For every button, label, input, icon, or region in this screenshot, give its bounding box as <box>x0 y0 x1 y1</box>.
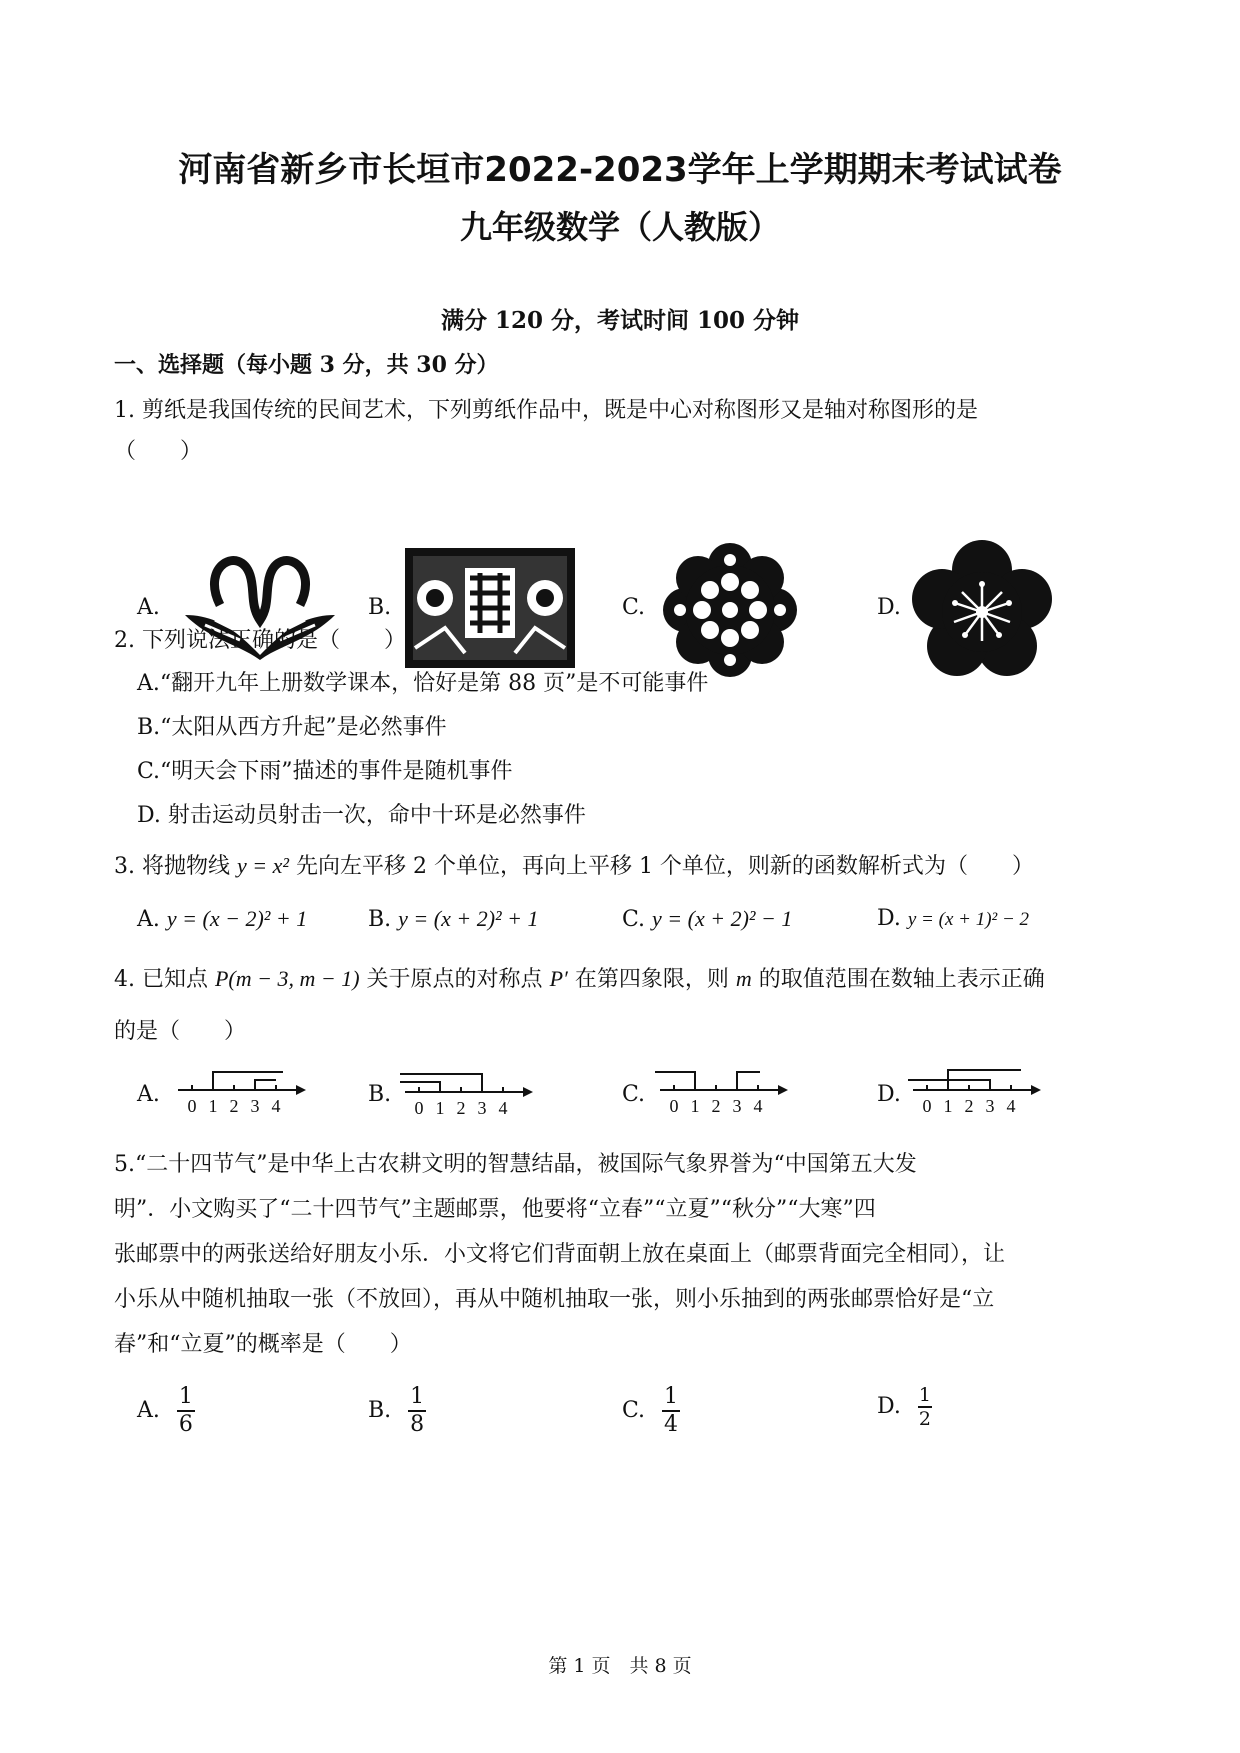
tick-label: 4 <box>753 1096 763 1116</box>
tick-label: 2 <box>964 1096 974 1116</box>
q5-option-d-label: D. <box>877 1393 901 1419</box>
q3-option-c-formula: y = (x + 2)² − 1 <box>652 906 793 931</box>
tick-label: 3 <box>477 1098 487 1118</box>
double-happiness-papercut-icon <box>405 548 575 668</box>
q4-stem-pre: 4. 已知点 <box>114 967 208 992</box>
q5-option-a <box>137 1384 195 1438</box>
section-heading: 一、选择题（每小题 3 分，共 30 分） <box>114 352 499 378</box>
q3-stem-pre: 3. 将抛物线 <box>114 854 230 879</box>
q4-var: m <box>735 966 752 991</box>
q4-point2: P′ <box>549 966 568 991</box>
page-footer: 第 1 页 共 8 页 <box>548 1655 692 1677</box>
tick-label: 4 <box>1006 1096 1016 1116</box>
q5-option-c-denominator: 4 <box>664 1411 679 1437</box>
q5-option-d <box>877 1384 932 1430</box>
q1-option-d-label: D. <box>877 595 901 620</box>
q1-stem-line2: （ ） <box>114 439 203 464</box>
q5-option-b-denominator: 8 <box>410 1411 425 1437</box>
q5-option-a-label: A. <box>137 1397 160 1423</box>
tick-label: 1 <box>435 1098 445 1118</box>
q4-option-d-label: D. <box>877 1082 901 1107</box>
q4-option-b-label: B. <box>368 1082 392 1107</box>
q3-stem <box>114 849 1034 880</box>
q3-option-c <box>622 906 792 932</box>
q5-line3: 张邮票中的两张送给好朋友小乐．小文将它们背面朝上放在桌面上（邮票背面完全相同），让 <box>114 1242 1006 1267</box>
q3-option-d-label: D. <box>877 906 901 931</box>
tick-label: 1 <box>690 1096 700 1116</box>
number-line-b <box>405 1062 535 1122</box>
q1-option-c-label: C. <box>622 595 646 620</box>
q4-stem-mid: 关于原点的对称点 <box>366 967 543 992</box>
q1-stem-line1: 1. 剪纸是我国传统的民间艺术，下列剪纸作品中，既是中心对称图形又是轴对称图形的是 <box>114 398 978 423</box>
number-line-a <box>178 1060 308 1120</box>
q2-option-a: A.“翻开九年上册数学课本，恰好是第 88 页”是不可能事件 <box>137 671 709 696</box>
q3-option-b-formula: y = (x + 2)² + 1 <box>398 906 539 931</box>
q4-point: P(m − 3, m − 1) <box>214 966 360 991</box>
q4-stem-line1 <box>114 962 1045 993</box>
q3-option-c-label: C. <box>622 907 646 932</box>
q5-option-b-numerator: 1 <box>410 1384 425 1409</box>
q3-formula: y = x² <box>236 853 289 878</box>
q4-stem-line2: 的是（ ） <box>114 1019 247 1044</box>
q5-option-a-denominator: 6 <box>178 1411 193 1437</box>
number-line-c <box>660 1060 790 1120</box>
q4-option-c-label: C. <box>622 1082 646 1107</box>
flower-papercut-icon <box>660 545 800 675</box>
q5-line1: 5.“二十四节气”是中华上古农耕文明的智慧结晶，被国际气象界誉为“中国第五大发 <box>114 1152 917 1177</box>
q5-option-c-label: C. <box>622 1397 646 1423</box>
q3-option-d <box>877 906 1029 931</box>
q5-option-d-denominator: 2 <box>918 1407 931 1430</box>
plum-blossom-papercut-icon <box>910 540 1055 680</box>
q5-line2: 明”．小文购买了“二十四节气”主题邮票，他要将“立春”“立夏”“秋分”“大寒”四 <box>114 1197 876 1222</box>
q3-option-b-label: B. <box>368 907 392 932</box>
q2-option-c: C.“明天会下雨”描述的事件是随机事件 <box>137 759 513 784</box>
q4-stem-mid2: 在第四象限，则 <box>574 967 729 992</box>
q2-option-b: B.“太阳从西方升起”是必然事件 <box>137 715 447 740</box>
tick-label: 0 <box>187 1096 197 1116</box>
tick-label: 0 <box>922 1096 932 1116</box>
tick-label: 3 <box>250 1096 260 1116</box>
q5-option-a-numerator: 1 <box>178 1384 193 1409</box>
q2-option-d: D. 射击运动员射击一次，命中十环是必然事件 <box>137 803 586 828</box>
q5-option-b-label: B. <box>368 1397 392 1423</box>
tick-label: 4 <box>271 1096 281 1116</box>
q4-option-a-label: A. <box>137 1082 160 1107</box>
q5-option-c <box>622 1384 680 1438</box>
q1-option-a-label: A. <box>137 595 160 620</box>
exam-info: 满分 120 分，考试时间 100 分钟 <box>440 307 800 334</box>
tick-label: 3 <box>985 1096 995 1116</box>
tick-label: 1 <box>208 1096 218 1116</box>
tick-label: 2 <box>229 1096 239 1116</box>
q5-option-d-numerator: 1 <box>918 1384 931 1406</box>
tick-label: 0 <box>414 1098 424 1118</box>
exam-subtitle: 九年级数学（人教版） <box>459 208 780 246</box>
tick-label: 0 <box>669 1096 679 1116</box>
exam-title: 河南省新乡市长垣市2022-2023学年上学期期末考试试卷 <box>178 150 1062 190</box>
q2-stem: 2. 下列说法正确的是（ ） <box>114 628 406 653</box>
q3-option-a-label: A. <box>137 907 160 932</box>
q5-line4: 小乐从中随机抽取一张（不放回），再从中随机抽取一张，则小乐抽到的两张邮票恰好是“立 <box>114 1287 995 1312</box>
q3-option-a <box>137 906 307 932</box>
q5-option-c-numerator: 1 <box>664 1384 679 1409</box>
tick-label: 2 <box>456 1098 466 1118</box>
q5-line5: 春”和“立夏”的概率是（ ） <box>114 1332 412 1357</box>
tick-label: 2 <box>711 1096 721 1116</box>
q1-option-b-label: B. <box>368 595 392 620</box>
q5-option-b <box>368 1384 426 1438</box>
number-line-d <box>913 1060 1043 1120</box>
tick-label: 1 <box>943 1096 953 1116</box>
q3-option-a-formula: y = (x − 2)² + 1 <box>166 906 308 931</box>
tick-label: 4 <box>498 1098 508 1118</box>
q3-stem-post: 先向左平移 2 个单位，再向上平移 1 个单位，则新的函数解析式为（ ） <box>295 854 1034 879</box>
q4-stem-post: 的取值范围在数轴上表示正确 <box>758 967 1045 992</box>
tick-label: 3 <box>732 1096 742 1116</box>
q3-option-b <box>368 906 539 932</box>
q3-option-d-formula: y = (x + 1)² − 2 <box>907 909 1030 930</box>
